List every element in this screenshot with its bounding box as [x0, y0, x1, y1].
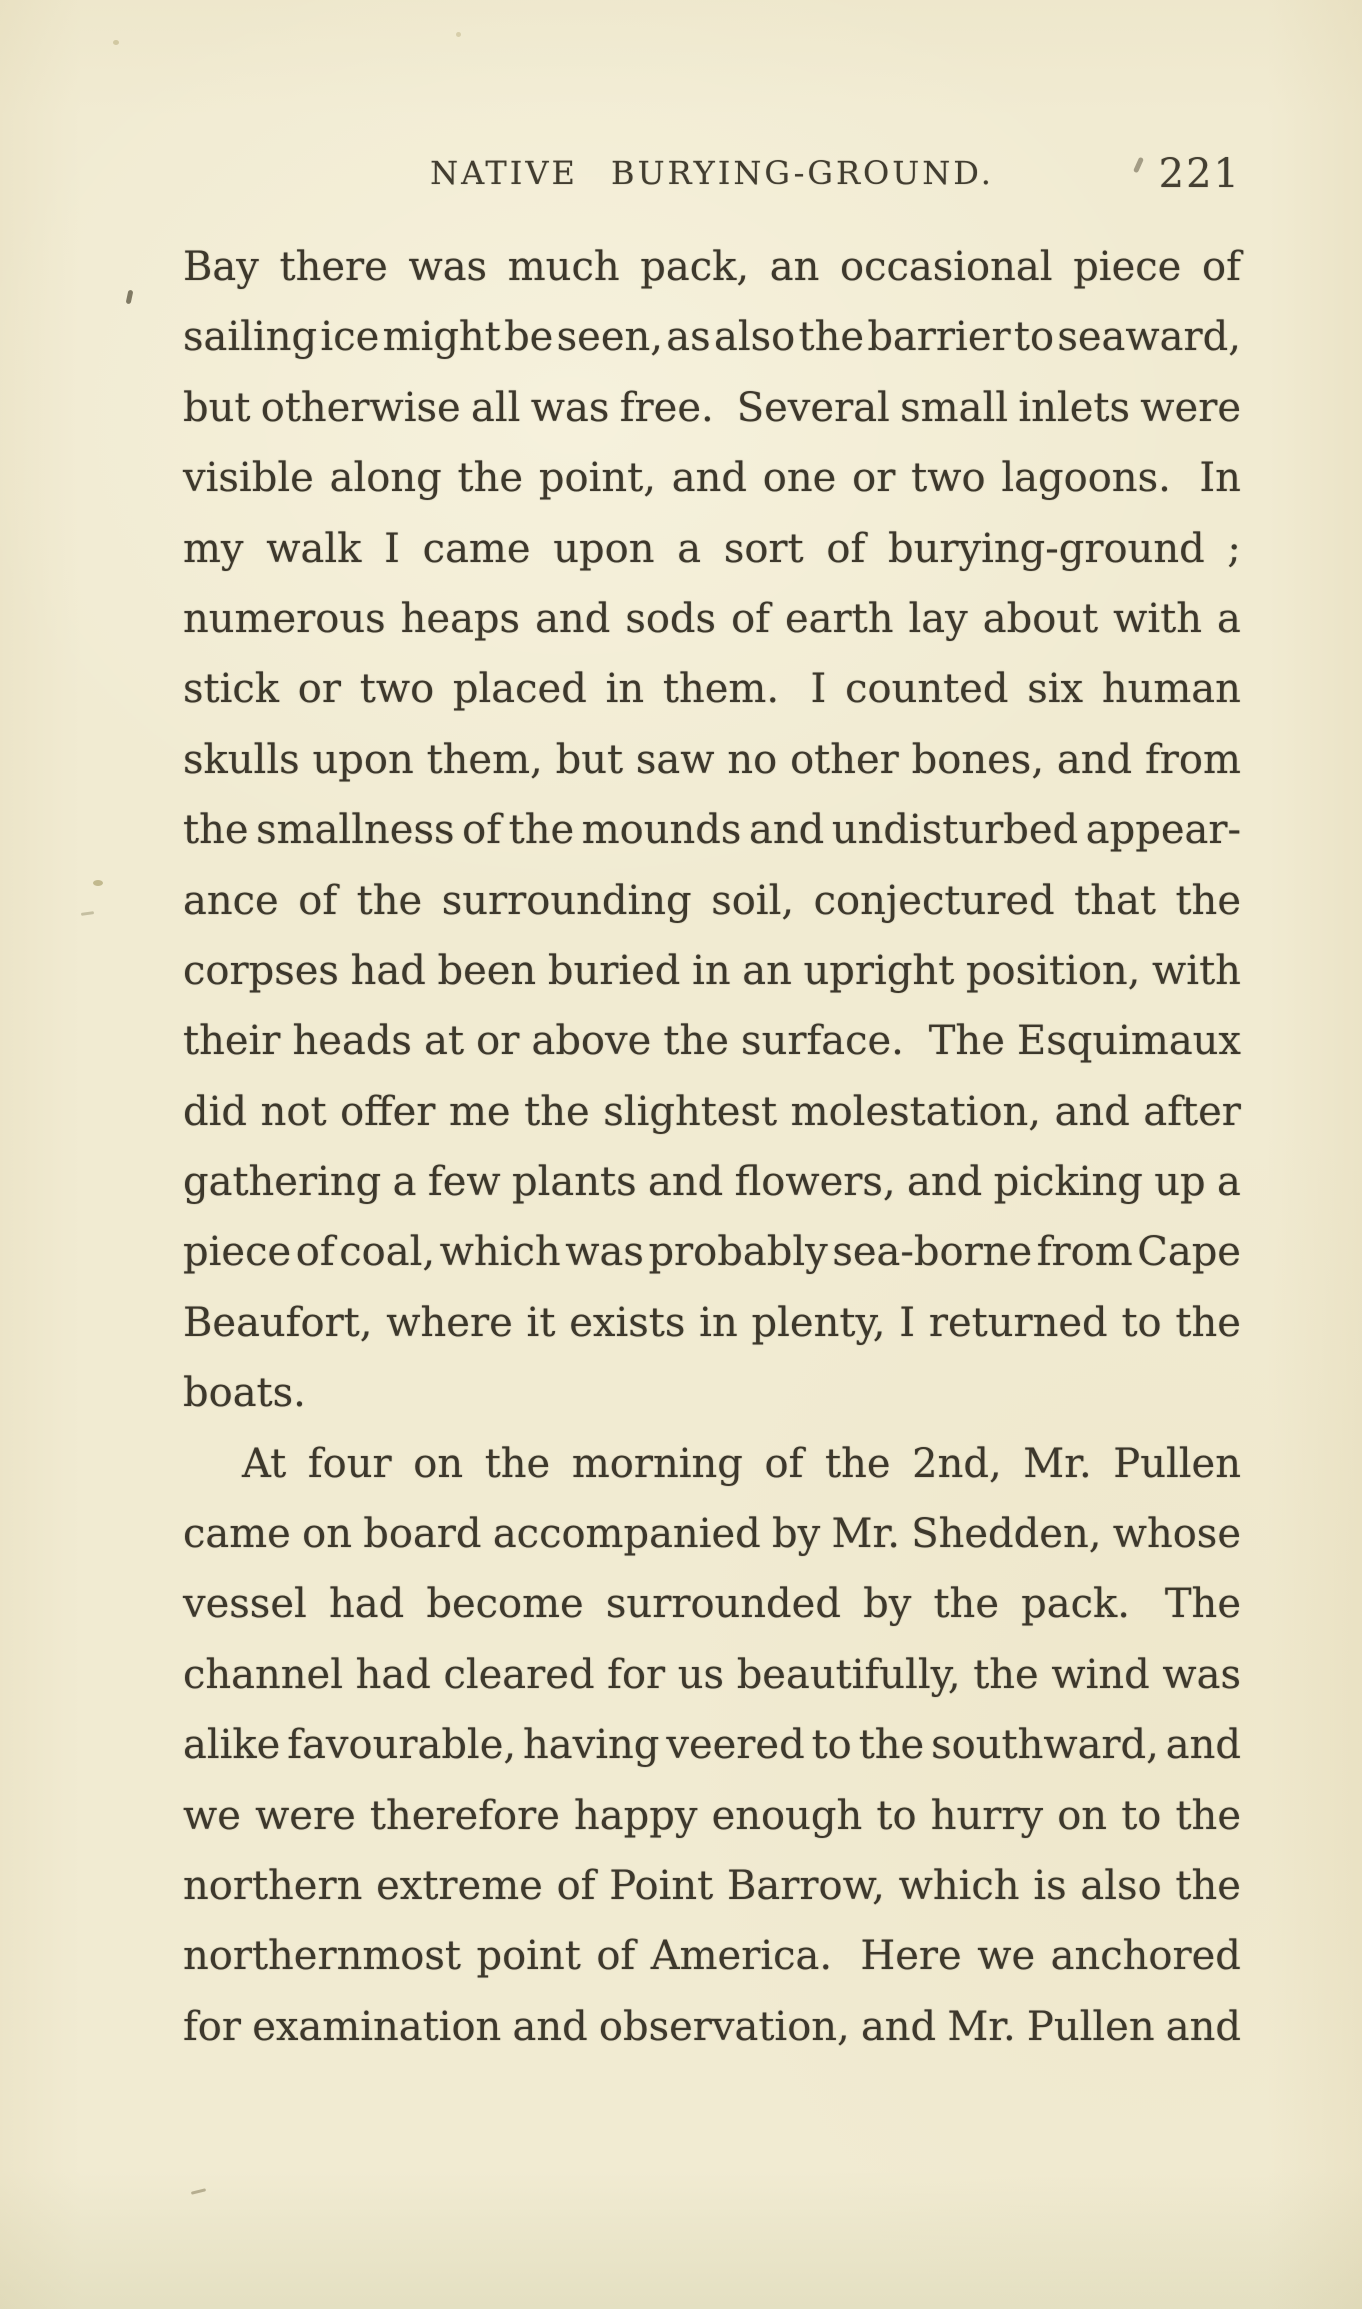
word: walk: [266, 525, 362, 572]
word: six: [1027, 666, 1084, 713]
word: the: [825, 1440, 891, 1487]
text-line: [183, 1640, 1241, 1710]
word: The: [1164, 1581, 1241, 1628]
word: position,: [965, 947, 1141, 994]
word: undisturbed: [831, 807, 1079, 854]
text-line: [183, 936, 1241, 1006]
word: Beaufort,: [183, 1299, 373, 1346]
word: with: [1113, 595, 1203, 642]
word: stick: [183, 666, 280, 713]
text-line: [183, 1781, 1241, 1851]
word: was: [565, 1229, 644, 1276]
word: from: [1036, 1229, 1133, 1276]
word: been: [437, 947, 537, 994]
word: did: [183, 1088, 248, 1135]
word: an: [742, 947, 792, 994]
word: for: [607, 1651, 666, 1698]
word: the: [457, 455, 524, 502]
word: had: [350, 947, 426, 994]
word: hurry: [930, 1792, 1044, 1839]
word: that: [1074, 877, 1156, 924]
word: came: [183, 1511, 291, 1558]
word: the: [1175, 877, 1241, 924]
word: and: [1165, 1722, 1241, 1769]
word: no: [727, 736, 778, 783]
text-line: [183, 654, 1241, 724]
word: channel: [183, 1651, 343, 1698]
word: and: [907, 1159, 983, 1206]
word: become: [426, 1581, 584, 1628]
word: upon: [553, 525, 655, 572]
word: their: [183, 1018, 281, 1065]
word: in: [699, 1299, 738, 1346]
word: which: [898, 1862, 1020, 1909]
word: The: [928, 1018, 1005, 1065]
word: plenty,: [751, 1299, 886, 1346]
word: the: [1175, 1299, 1241, 1346]
word: be: [504, 314, 554, 361]
word: northernmost: [183, 1933, 461, 1980]
word: I: [810, 666, 827, 713]
word: which: [439, 1229, 561, 1276]
word: had: [355, 1651, 431, 1698]
word: the: [508, 807, 575, 854]
word: extreme: [376, 1862, 543, 1909]
word: having: [523, 1722, 660, 1769]
word: were: [1140, 384, 1241, 431]
word: was: [530, 384, 610, 431]
word: smallness: [256, 807, 455, 854]
text-line: [183, 795, 1241, 865]
page-text: [183, 232, 1241, 2062]
word: enough: [711, 1792, 863, 1839]
word: there: [279, 244, 388, 290]
word: human: [1101, 666, 1241, 713]
ink-speck: [126, 290, 134, 305]
word: not: [260, 1088, 327, 1135]
word: northern: [183, 1862, 363, 1909]
word: we: [977, 1933, 1036, 1980]
word: as: [666, 314, 711, 361]
word: veered: [666, 1722, 805, 1769]
word: by: [772, 1511, 821, 1558]
word: a: [392, 1159, 417, 1206]
word: point: [476, 1933, 581, 1980]
word: also: [713, 314, 796, 361]
word: small: [900, 384, 1009, 431]
word: of: [462, 807, 502, 854]
word: 2nd,: [912, 1440, 1002, 1487]
word: bones,: [911, 736, 1045, 783]
word: of: [298, 877, 338, 924]
word: beautifully,: [736, 1651, 961, 1698]
word: returned: [928, 1299, 1108, 1346]
word: molestation,: [790, 1088, 1042, 1135]
word: and: [535, 595, 611, 642]
text-line: [183, 302, 1241, 372]
word: I: [899, 1299, 916, 1346]
word: of: [731, 595, 770, 642]
word: morning: [571, 1440, 743, 1487]
text-line: [183, 1710, 1241, 1780]
word: exists: [569, 1299, 686, 1346]
word: soil,: [711, 877, 795, 924]
word: coal,: [339, 1229, 436, 1276]
word: Pullen: [1026, 2003, 1155, 2050]
word: corpses: [183, 947, 339, 994]
word: burying-ground: [887, 525, 1205, 572]
word: America.: [650, 1933, 845, 1980]
word: ice: [320, 314, 380, 361]
word: to: [1121, 1299, 1162, 1346]
word: much: [507, 244, 620, 290]
word: board: [363, 1511, 482, 1558]
word: an: [769, 244, 820, 290]
word: piece: [183, 1229, 292, 1276]
word: mounds: [581, 807, 742, 854]
word: but: [183, 384, 251, 431]
paper-speck: [456, 32, 461, 37]
word: on: [413, 1440, 464, 1487]
word: the: [1175, 1792, 1241, 1839]
word: them.: [662, 666, 792, 713]
word: the: [183, 807, 249, 854]
word: piece: [1073, 244, 1182, 290]
word: and: [671, 455, 747, 502]
word: along: [329, 455, 442, 502]
word: flowers,: [734, 1159, 896, 1206]
word: to: [876, 1792, 917, 1839]
word: Mr.: [831, 1511, 900, 1558]
running-title: NATIVE BURYING-GROUND.: [430, 154, 994, 192]
word: two: [359, 666, 435, 713]
word: had: [328, 1581, 405, 1628]
word: skulls: [183, 736, 300, 783]
word: upon: [312, 736, 414, 783]
word: of: [1202, 244, 1241, 290]
text-line: [183, 1992, 1241, 2062]
word: wind: [1051, 1651, 1150, 1698]
word: four: [307, 1440, 392, 1487]
word: seaward,: [1057, 314, 1241, 361]
word: of: [764, 1440, 804, 1487]
word: my: [183, 525, 244, 572]
word: us: [677, 1651, 725, 1698]
word: gathering: [183, 1159, 382, 1206]
word: surrounding: [441, 877, 692, 924]
word: ance: [183, 877, 279, 924]
word: was: [408, 244, 488, 290]
word: also: [1080, 1862, 1162, 1909]
word: pack,: [640, 244, 750, 290]
word: it: [526, 1299, 556, 1346]
word: otherwise: [260, 384, 461, 431]
text-line: [183, 1288, 1241, 1358]
text-line: [183, 1217, 1241, 1287]
word: Mr.: [1023, 1440, 1092, 1487]
word: above: [531, 1018, 652, 1065]
word: upright: [803, 947, 955, 994]
word: the: [1175, 1862, 1241, 1909]
word: after: [1143, 1088, 1241, 1135]
page-number: 221: [1158, 151, 1241, 197]
word: At: [242, 1440, 287, 1487]
word: counted: [845, 666, 1009, 713]
word: Barrow,: [727, 1862, 885, 1909]
word: accompanied: [492, 1511, 761, 1558]
word: sort: [723, 525, 804, 572]
word: sailing: [183, 314, 318, 361]
word: me: [448, 1088, 511, 1135]
word: and: [1165, 2003, 1241, 2050]
word: one: [762, 455, 837, 502]
word: visible: [183, 455, 314, 502]
word: came: [422, 525, 531, 572]
word: southward,: [931, 1722, 1159, 1769]
word: them,: [426, 736, 543, 783]
word: but: [555, 736, 624, 783]
word: sods: [625, 595, 717, 642]
word: slightest: [603, 1088, 778, 1135]
word: inlets: [1018, 384, 1130, 431]
word: free.: [619, 384, 727, 431]
word: was: [1162, 1651, 1241, 1698]
text-line: [183, 1569, 1241, 1639]
text-line: [183, 584, 1241, 654]
text-line: [183, 1851, 1241, 1921]
word: might: [382, 314, 501, 361]
word: In: [1199, 455, 1241, 502]
text-line: [183, 1499, 1241, 1569]
word: ;: [1227, 525, 1241, 572]
word: from: [1144, 736, 1241, 783]
word: favourable,: [287, 1722, 517, 1769]
text-line: [183, 1921, 1241, 1991]
word: few: [427, 1159, 501, 1206]
word: for: [183, 2003, 242, 2050]
text-line: [183, 514, 1241, 584]
text-line: [242, 1429, 1241, 1499]
word: anchored: [1050, 1933, 1241, 1980]
word: earth: [784, 595, 894, 642]
word: in: [692, 947, 731, 994]
text-line: [183, 1147, 1241, 1217]
word: buried: [547, 947, 681, 994]
word: surrounded: [605, 1581, 841, 1628]
word: Shedden,: [911, 1511, 1102, 1558]
word: cleared: [443, 1651, 595, 1698]
word: examination: [252, 2003, 502, 2050]
paper-speck: [81, 911, 94, 916]
word: pack.: [1021, 1581, 1143, 1628]
word: numerous: [183, 595, 386, 642]
word: and: [1056, 736, 1133, 783]
word: vessel: [183, 1581, 307, 1628]
word: seen,: [556, 314, 663, 361]
word: placed: [452, 666, 587, 713]
word: picking: [993, 1159, 1143, 1206]
word: other: [790, 736, 899, 783]
word: sea-borne: [832, 1229, 1033, 1276]
word: whose: [1112, 1511, 1241, 1558]
word: saw: [635, 736, 715, 783]
word: conjectured: [813, 877, 1055, 924]
word: offer: [340, 1088, 436, 1135]
word: two: [911, 455, 986, 502]
word: or: [297, 666, 341, 713]
word: Point: [609, 1862, 714, 1909]
word: to: [1121, 1792, 1162, 1839]
word: of: [596, 1933, 636, 1980]
word: with: [1152, 947, 1241, 994]
word: of: [295, 1229, 335, 1276]
word: a: [1217, 1159, 1241, 1206]
word: Pullen: [1113, 1440, 1241, 1487]
word: Bay: [183, 244, 259, 290]
word: heaps: [400, 595, 521, 642]
text-line: [183, 373, 1241, 443]
word: Esquimaux: [1017, 1018, 1241, 1065]
word: barrier: [867, 314, 1011, 361]
word: and: [648, 1159, 724, 1206]
word: all: [471, 384, 521, 431]
word: were: [255, 1792, 356, 1839]
text-line: [183, 232, 1241, 302]
word: alike: [183, 1722, 281, 1769]
text-line: boats.: [183, 1370, 306, 1417]
word: occasional: [840, 244, 1053, 290]
word: point,: [538, 455, 656, 502]
word: appear-: [1085, 807, 1241, 854]
text-line: [183, 725, 1241, 795]
word: lagoons.: [1001, 455, 1184, 502]
word: Here: [860, 1933, 962, 1980]
word: lay: [908, 595, 968, 642]
word: the: [524, 1088, 590, 1135]
text-line: [183, 443, 1241, 513]
word: a: [677, 525, 702, 572]
word: the: [663, 1018, 729, 1065]
word: the: [933, 1581, 999, 1628]
text-line: [183, 866, 1241, 936]
word: happy: [574, 1792, 698, 1839]
word: probably: [648, 1229, 828, 1276]
word: about: [982, 595, 1099, 642]
word: where: [386, 1299, 513, 1346]
word: plants: [512, 1159, 637, 1206]
word: the: [356, 877, 423, 924]
word: and: [749, 807, 825, 854]
word: a: [1217, 595, 1241, 642]
word: of: [826, 525, 866, 572]
word: on: [302, 1511, 352, 1558]
word: or: [852, 455, 896, 502]
word: the: [484, 1440, 551, 1487]
text-line: [183, 1077, 1241, 1147]
word: Several: [736, 384, 890, 431]
word: of: [556, 1862, 596, 1909]
paper-speck: [113, 40, 119, 45]
paper-speck: [191, 2188, 206, 2195]
word: at: [424, 1018, 465, 1065]
word: or: [476, 1018, 520, 1065]
word: Mr.: [947, 2003, 1016, 2050]
word: is: [1033, 1862, 1067, 1909]
word: to: [1013, 314, 1055, 361]
word: therefore: [369, 1792, 560, 1839]
paper-speck: [93, 880, 103, 886]
word: surface.: [741, 1018, 917, 1065]
word: Cape: [1137, 1229, 1241, 1276]
word: and: [1054, 1088, 1130, 1135]
word: on: [1057, 1792, 1108, 1839]
word: to: [811, 1722, 852, 1769]
word: and: [512, 2003, 588, 2050]
word: up: [1154, 1159, 1206, 1206]
word: by: [863, 1581, 912, 1628]
word: and: [860, 2003, 937, 2050]
text-line: [183, 1006, 1241, 1076]
word: I: [384, 525, 400, 572]
word: the: [973, 1651, 1039, 1698]
word: in: [605, 666, 645, 713]
page-header: [183, 150, 1241, 196]
word: the: [858, 1722, 925, 1769]
word: the: [798, 314, 865, 361]
word: heads: [292, 1018, 412, 1065]
word: observation,: [598, 2003, 850, 2050]
word: we: [183, 1792, 241, 1839]
